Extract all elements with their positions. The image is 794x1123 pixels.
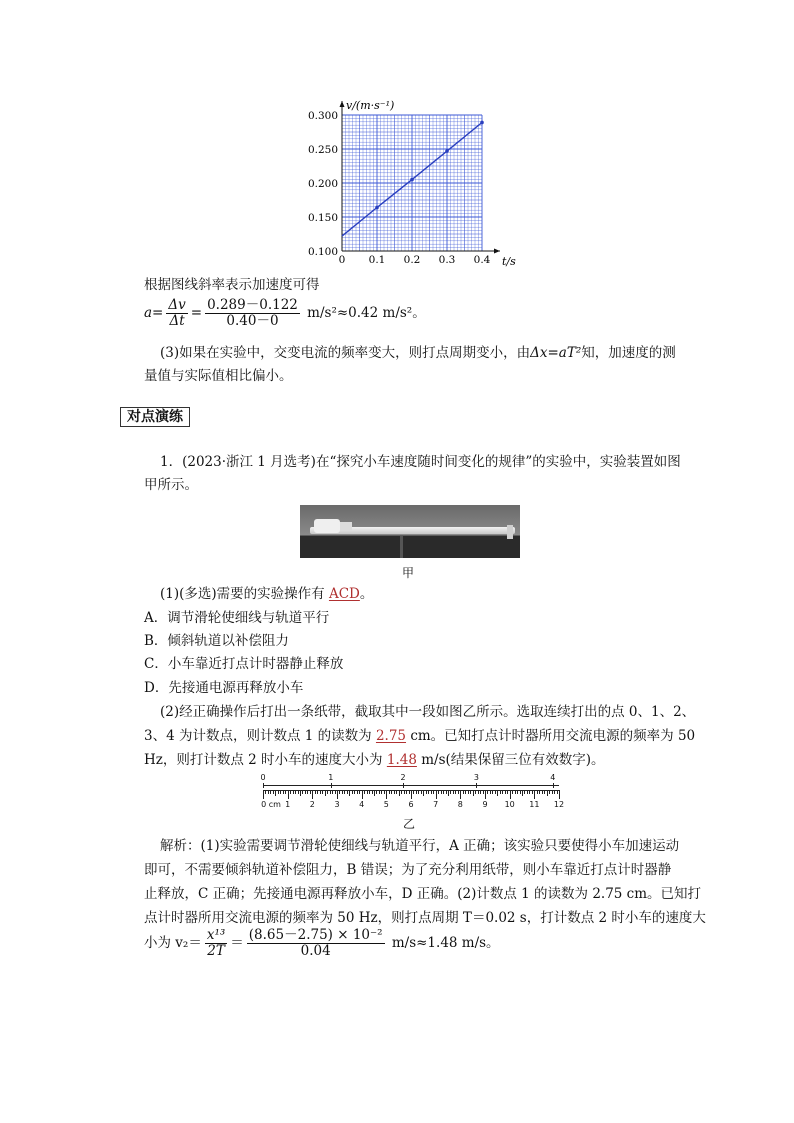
solution-line-2: 即可，不需要倾斜轨道补偿阻力，B 错误；为了充分利用纸带，则小车靠近打点计时器静 xyxy=(144,862,672,878)
cm-label: 8 xyxy=(457,800,463,809)
timer-device xyxy=(314,519,340,533)
count-point-label: 3 xyxy=(473,773,479,782)
q1-1-text: (1)(多选)需要的实验操作有 xyxy=(160,586,325,602)
ruler-figure xyxy=(255,773,565,813)
frac-den: 2T xyxy=(207,943,225,959)
option-b: B．倾斜轨道以补偿阻力 xyxy=(144,633,289,649)
eq-lhs: a= xyxy=(144,305,164,321)
ruler-tick xyxy=(510,790,511,799)
option-d: D．先接通电源再释放小车 xyxy=(144,680,304,696)
option-c: C．小车靠近打点计时器静止释放 xyxy=(144,656,344,672)
q1-1-end: 。 xyxy=(359,586,374,602)
p3-part-a: (3)如果在实验中，交变电流的频率变大，则打点周期变小，由 xyxy=(160,345,531,361)
eq-tail: m/s²≈0.42 m/s²。 xyxy=(307,305,426,321)
ruler-tick xyxy=(337,790,338,799)
p3-part-c: 知，加速度的测 xyxy=(581,345,676,361)
answer-1-48: 1.48 xyxy=(386,752,417,768)
table-edge xyxy=(300,536,520,558)
count-point-tick xyxy=(476,783,477,788)
answer-acd: ACD xyxy=(328,586,360,602)
count-point-tick xyxy=(263,783,264,788)
tape-line xyxy=(263,785,559,786)
cm-label: 1 xyxy=(285,800,291,809)
data-point xyxy=(445,149,449,153)
x-tick-label: 0.1 xyxy=(368,254,386,266)
velocity-time-chart xyxy=(300,95,530,270)
data-point xyxy=(375,206,379,210)
count-point-tick xyxy=(553,783,554,788)
y-tick-label: 0.100 xyxy=(307,246,338,258)
ruler-tick xyxy=(436,790,437,799)
question-1-line-1: 1．(2023·浙江 1 月选考)在“探究小车速度随时间变化的规律”的实验中，实验装置如图 xyxy=(160,454,681,470)
s5-text: 小为 v₂＝ xyxy=(144,935,202,951)
y-tick-label: 0.200 xyxy=(307,178,338,190)
question-1-part-1 xyxy=(160,585,373,603)
ruler-tick xyxy=(386,790,387,799)
x-tick-label: 0 xyxy=(338,254,346,266)
cm-label: 5 xyxy=(383,800,389,809)
fraction-dv-dt xyxy=(166,298,187,329)
cm-label: 3 xyxy=(334,800,340,809)
answer-2-75: 2.75 xyxy=(375,728,407,744)
pulley xyxy=(507,525,513,539)
cm-label: 0 cm xyxy=(261,800,281,809)
ruler-tick xyxy=(485,790,486,799)
q2b-text: 3、4 为计数点，则计数点 1 的读数为 xyxy=(144,728,372,744)
fraction-x13-2t xyxy=(205,928,227,959)
solution-line-1: 解析：(1)实验需要调节滑轮使细线与轨道平行，A 正确；该实验只要使得小车加速运动 xyxy=(160,838,680,854)
paragraph-3 xyxy=(160,344,676,362)
apparatus-photo xyxy=(300,505,520,558)
q2c-end: m/s(结果保留三位有效数字)。 xyxy=(421,752,605,768)
slope-text: 根据图线斜率表示加速度可得 xyxy=(144,277,320,293)
x-tick-label: 0.3 xyxy=(438,254,456,266)
frac-den: Δt xyxy=(169,313,185,329)
cm-label: 4 xyxy=(359,800,365,809)
fraction-values xyxy=(205,298,300,329)
question-1-part-2-line-3 xyxy=(144,751,605,769)
solution-line-3: 止释放，C 正确；先接通电源再释放小车，D 正确。(2)计数点 1 的读数为 2.75 cm。已知打 xyxy=(144,886,702,902)
section-header xyxy=(120,406,190,426)
acceleration-equation xyxy=(144,298,426,329)
cm-label: 6 xyxy=(408,800,414,809)
ruler-tick xyxy=(288,790,289,799)
x-tick-label: 0.4 xyxy=(473,254,491,266)
frac-den: 0.04 xyxy=(300,943,331,959)
eq-sign: ＝ xyxy=(230,935,244,951)
figure-b-caption: 乙 xyxy=(403,817,416,831)
count-point-tick xyxy=(403,783,404,788)
question-1-line-2: 甲所示。 xyxy=(144,477,198,493)
option-a: A．调节滑轮使细线与轨道平行 xyxy=(144,610,330,626)
solution-line-5 xyxy=(144,928,500,959)
ruler-tick xyxy=(362,790,363,799)
count-point-label: 1 xyxy=(328,773,334,782)
frac-den: 0.40－0 xyxy=(226,313,279,329)
frac-num: Δv xyxy=(168,297,186,313)
table-leg xyxy=(400,536,403,558)
y-tick-label: 0.300 xyxy=(307,110,338,122)
cm-label: 7 xyxy=(433,800,439,809)
cm-label: 9 xyxy=(482,800,488,809)
solution-line-4: 点计时器所用交流电源的频率为 50 Hz，则打点周期 T＝0.02 s，打计数点 2 时小车的速度大 xyxy=(144,910,706,926)
eq-sign: = xyxy=(190,305,203,321)
y-tick-label: 0.150 xyxy=(307,212,338,224)
y-axis-arrow xyxy=(340,101,345,107)
ruler-tick xyxy=(534,790,535,799)
count-point-label: 2 xyxy=(400,773,406,782)
cm-label: 10 xyxy=(504,800,515,809)
s5-end: m/s≈1.48 m/s。 xyxy=(391,935,500,951)
cm-label: 2 xyxy=(309,800,315,809)
q2c-text: Hz，则打计数点 2 时小车的速度大小为 xyxy=(144,752,383,768)
x-axis-arrow xyxy=(494,249,500,254)
question-1-part-2-line-2 xyxy=(144,727,695,745)
data-point xyxy=(410,178,414,182)
ruler-tick xyxy=(263,790,264,799)
ruler-tick xyxy=(559,790,560,799)
count-point-label: 0 xyxy=(260,773,266,782)
count-point-label: 4 xyxy=(550,773,556,782)
paragraph-3-cont: 量值与实际值相比偏小。 xyxy=(144,368,293,384)
frac-num: (8.65－2.75) × 10⁻² xyxy=(248,927,383,943)
ruler-tick xyxy=(411,790,412,799)
figure-a-caption: 甲 xyxy=(402,566,415,580)
y-axis-label: v/(m·s⁻¹) xyxy=(346,99,395,112)
cart xyxy=(340,522,352,531)
section-title: 对点演练 xyxy=(120,407,190,427)
fraction-velocity xyxy=(247,928,385,959)
frac-num: 0.289－0.122 xyxy=(207,297,298,313)
count-point-tick xyxy=(331,783,332,788)
ruler-tick xyxy=(312,790,313,799)
data-point xyxy=(480,121,484,125)
y-tick-label: 0.250 xyxy=(307,144,338,156)
x-tick-label: 0.2 xyxy=(403,254,421,266)
frac-num: x¹³ xyxy=(206,927,226,943)
q2b-end: cm。已知打点计时器所用交流电源的频率为 50 xyxy=(410,728,696,744)
p3-formula: Δx=aT² xyxy=(530,345,582,361)
ruler-tick xyxy=(460,790,461,799)
question-1-part-2-line-1: (2)经正确操作后打出一条纸带，截取其中一段如图乙所示。选取连续打出的点 0、1、2、 xyxy=(160,704,696,720)
ruler-edge xyxy=(263,790,559,791)
cm-label: 11 xyxy=(529,800,540,809)
x-axis-label: t/s xyxy=(502,255,516,268)
cm-label: 12 xyxy=(553,800,565,809)
